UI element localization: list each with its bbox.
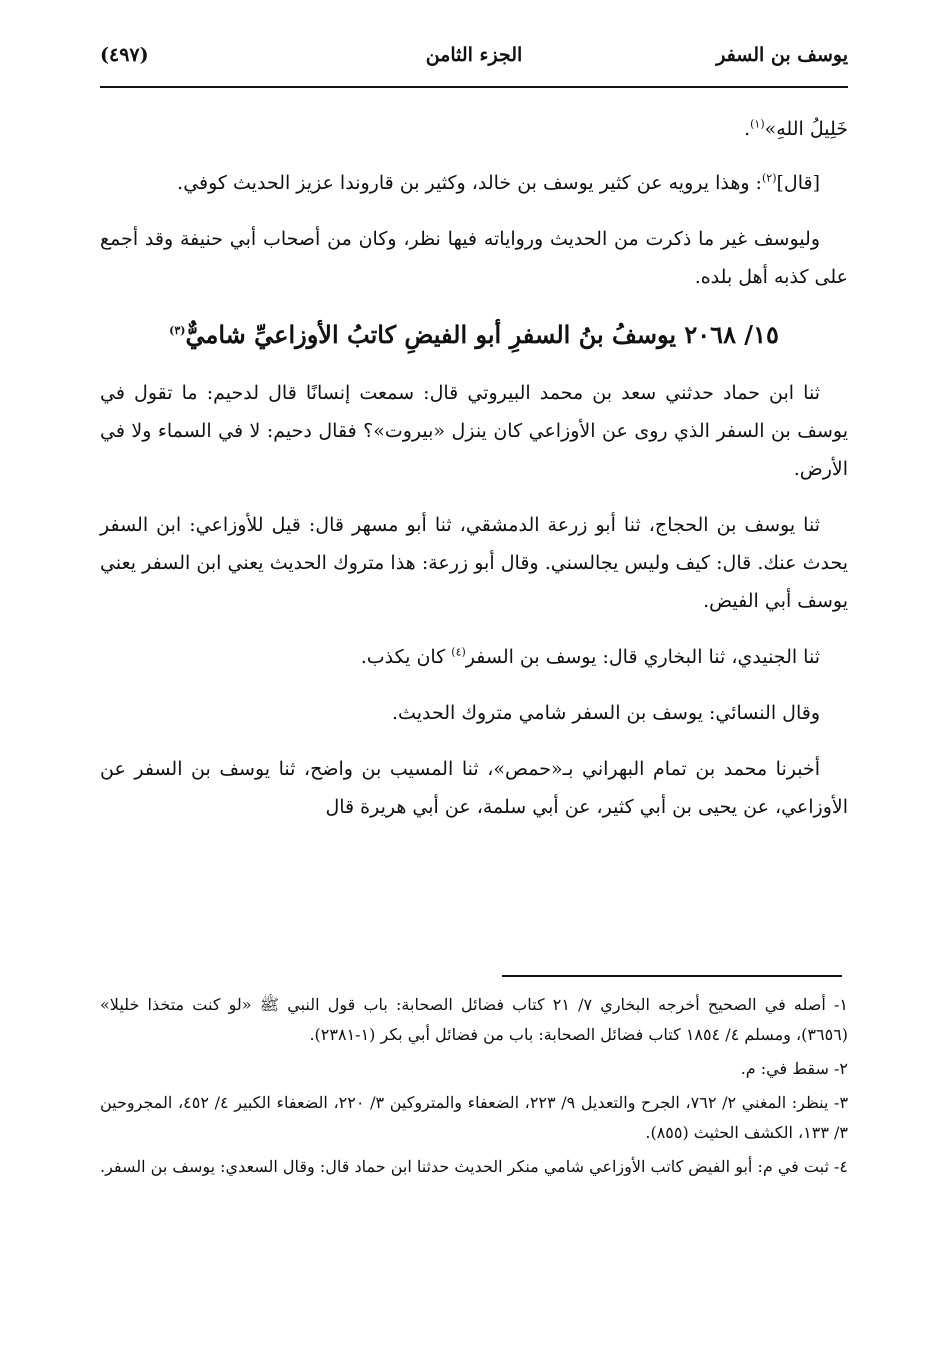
paragraph-5: ثنا يوسف بن الحجاج، ثنا أبو زرعة الدمشقي، ثنا أبو مسهر قال: قيل للأوزاعي: ابن السفر يحدث عنك. قال: كيف وليس يجالسني. وقال أبو زرعة: هذا متروك الحديث يعني ابن السفر يعني يوسف أبي الفيض. — [100, 514, 848, 612]
footnote-2: ٢- سقط في: م. — [740, 1059, 848, 1078]
paragraph-2-lead: [قال] — [776, 172, 820, 194]
paragraph-6-text-b: كان يكذب. — [360, 646, 452, 668]
footnote-ref-2: (٢) — [761, 171, 777, 185]
paragraph-3: وليوسف غير ما ذكرت من الحديث ورواياته فيها نظر، وكان من أصحاب أبي حنيفة وقد أجمع على كذبه أهل بلده. — [100, 228, 848, 288]
footnote-divider — [502, 975, 842, 977]
footnote-ref-3: (٣) — [169, 324, 186, 337]
main-text — [100, 110, 848, 826]
footnote-3: ٣- ينظر: المغني ٢/ ٧٦٢، الجرح والتعديل ٩/ ٢٢٣، الضعفاء والمتروكين ٣/ ٢٢٠، الضعفاء الكبير ٤/ ٤٥٢، المجروحين ٣/ ١٣٣، الكشف الحثيث (٨٥٥). — [100, 1093, 849, 1142]
paragraph-4: ثنا ابن حماد حدثني سعد بن محمد البيروتي قال: سمعت إنسانًا قال لدحيم: ما تقول في يوسف بن السفر الذي روى عن الأوزاعي كان ينزل «بيروت»؟ فقال دحيم: لا في السماء ولا في الأرض. — [100, 382, 848, 480]
running-title: يوسف بن السفر — [716, 44, 848, 66]
paragraph-1: خَلِيلُ اللهِ»$^{(١)}$. — [744, 117, 848, 140]
page-header — [100, 40, 848, 88]
paragraph-6-text-a: ثنا الجنيدي، ثنا البخاري قال: يوسف بن السفر — [465, 646, 820, 668]
paragraph-6 — [100, 638, 848, 676]
entry-title-text: ١٥/ ٢٠٦٨ يوسفُ بنُ السفرِ أبو الفيضِ كاتبُ الأوزاعيِّ شاميٌّ — [185, 320, 779, 349]
paragraph-2 — [100, 164, 848, 202]
footnote-1: ١- أصله في الصحيح أخرجه البخاري ٧/ ٢١ كتاب فضائل الصحابة: باب قول النبي ﷺ «لو كنت متخذا خليلا» (٣٦٥٦)، ومسلم ٤/ ١٨٥٤ كتاب فضائل الصحابة: باب من فضائل أبي بكر (١-٢٣٨١). — [100, 995, 848, 1044]
footnotes — [100, 990, 848, 1186]
footnote-ref-4: (٤) — [451, 645, 466, 659]
paragraph-2-text: : وهذا يرويه عن كثير يوسف بن خالد، وكثير بن قاروندا عزيز الحديث كوفي. — [177, 172, 762, 194]
page-number: (٤٩٧) — [100, 44, 149, 66]
entry-title — [100, 314, 848, 356]
paragraph-1-text: خَلِيلُ اللهِ» — [764, 118, 848, 140]
footnote-4: ٤- ثبت في م: أبو الفيض كاتب الأوزاعي شامي منكر الحديث حدثنا ابن حماد قال: وقال السعدي: يوسف بن السفر. — [99, 1157, 848, 1176]
volume-label: الجزء الثامن — [425, 44, 523, 66]
paragraph-7: وقال النسائي: يوسف بن السفر شامي متروك الحديث. — [392, 702, 820, 724]
paragraph-8: أخبرنا محمد بن تمام البهراني بـ«حمص»، ثنا المسيب بن واضح، ثنا يوسف بن السفر عن الأوزاعي، عن يحيى بن أبي كثير، عن أبي سلمة، عن أبي هريرة قال — [100, 758, 848, 818]
footnote-ref-1: (١) — [750, 117, 765, 131]
